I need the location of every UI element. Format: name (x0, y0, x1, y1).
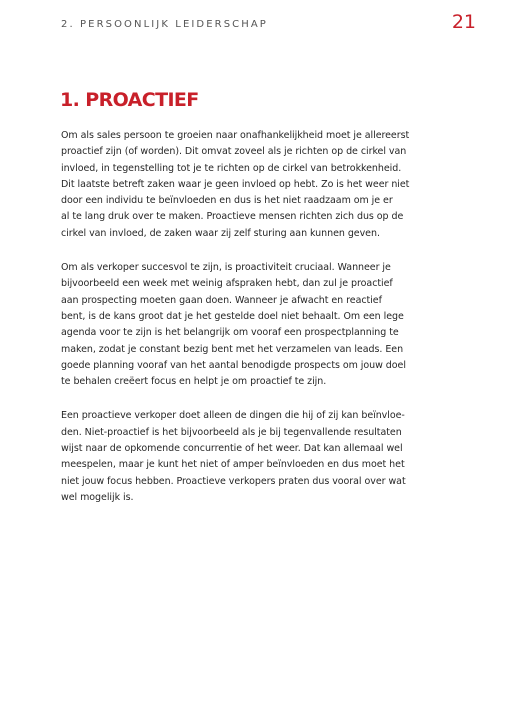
paragraph-line: Om als verkoper succesvol te zijn, is proactiviteit cruciaal. Wanneer je (61, 262, 391, 274)
paragraph-line: meespelen, maar je kunt het niet of amper beïnvloeden en dus moet het (61, 459, 405, 471)
paragraph-line: aan prospecting moeten gaan doen. Wanneer je afwacht en reactief (61, 294, 382, 306)
body-text (61, 128, 421, 524)
paragraph-line: cirkel van invloed, de zaken waar zij zelf sturing aan kunnen geven. (61, 227, 380, 239)
paragraph-line: den. Niet-proactief is het bijvoorbeeld als je bij tegenvallende resultaten (61, 426, 402, 438)
paragraph-line: maken, zodat je constant bezig bent met het verzamelen van leads. Een (61, 343, 404, 355)
running-header: 2. PERSOONLIJK LEIDERSCHAP (61, 19, 268, 30)
paragraph-line: al te lang druk over te maken. Proactieve mensen richten zich dus op de (61, 211, 404, 223)
section-title: 1. PROACTIEF (60, 89, 199, 111)
paragraph-line: bijvoorbeeld een week met weinig afspraken hebt, dan zul je proactief (61, 278, 393, 290)
paragraph-line: agenda voor te zijn is het belangrijk om vooraf een prospectplanning te (61, 327, 399, 339)
paragraph-line: proactief zijn (of worden). Dit omvat zoveel als je richten op de cirkel van (61, 146, 407, 158)
paragraph-line: Dit laatste betreft zaken waar je geen invloed op hebt. Zo is het weer niet (61, 178, 410, 190)
paragraph-line: bent, is de kans groot dat je het gestelde doel niet behaalt. Om een lege (61, 310, 404, 322)
paragraph-1 (61, 128, 421, 242)
paragraph-line: wel mogelijk is. (61, 491, 134, 503)
paragraph-line: niet jouw focus hebben. Proactieve verkopers praten dus vooral over wat (61, 475, 406, 487)
page-number: 21 (451, 11, 476, 33)
paragraph-line: Een proactieve verkoper doet alleen de dingen die hij of zij kan beïnvloe- (61, 410, 405, 422)
paragraph-line: invloed, in tegenstelling tot je te richten op de cirkel van betrokkenheid. (61, 162, 402, 174)
paragraph-line: goede planning vooraf van het aantal benodigde prospects om jouw doel (61, 359, 406, 371)
paragraph-3 (61, 408, 421, 506)
paragraph-line: te behalen creëert focus en helpt je om proactief te zijn. (61, 376, 327, 388)
paragraph-line: wijst naar de opkomende concurrentie of het weer. Dat kan allemaal wel (61, 443, 403, 455)
paragraph-line: door een individu te beïnvloeden en dus is het niet raadzaam om je er (61, 195, 393, 207)
paragraph-line: Om als sales persoon te groeien naar onafhankelijkheid moet je allereerst (61, 130, 410, 141)
paragraph-2 (61, 260, 421, 390)
